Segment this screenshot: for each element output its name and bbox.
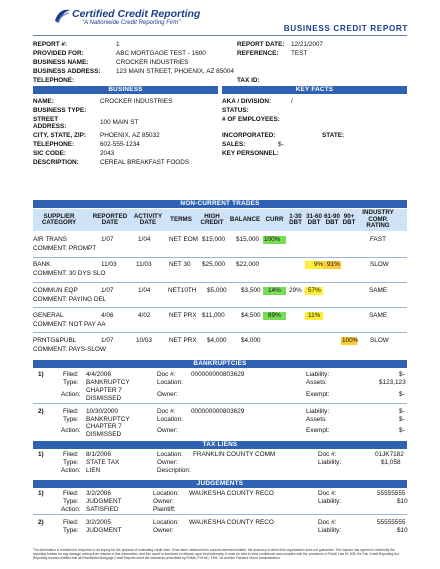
- judgement-filed: 3/2/2005: [86, 519, 111, 526]
- city-state-zip-label: CITY, STATE, ZIP:: [33, 132, 87, 139]
- trade-rating: SAME: [369, 287, 388, 294]
- trade-reported-date: 11/03: [101, 261, 117, 268]
- city-state-zip-value: PHOENIX, AZ 85032: [100, 132, 160, 139]
- judgement-action: SATISFIED: [86, 506, 119, 513]
- trade-balance: $4,000: [241, 337, 261, 344]
- trade-activity-date: 1/04: [138, 287, 151, 294]
- telephone-label: TELEPHONE:: [33, 77, 75, 84]
- trade-balance: $22,000: [236, 261, 260, 268]
- bankruptcy-doc: 000000000803629: [191, 408, 245, 415]
- col-industry-comp-rating: INDUSTRY COMP. RATING: [362, 209, 394, 230]
- trade-divider: [33, 282, 407, 283]
- trade-supplier: AIR TRANS: [33, 236, 67, 243]
- bankruptcy-filed: 10/30/2000: [86, 408, 118, 415]
- col-90-plus-dbt: 90+ DBT: [342, 212, 356, 226]
- judgement-location-label: Location:: [153, 490, 179, 497]
- tax-lien-type-label: Type:: [63, 459, 79, 466]
- bankruptcy-location-label: Location:: [157, 379, 183, 386]
- bankruptcy-doc: 000000000803629: [191, 371, 245, 378]
- judgement-doc-label: Doc #:: [318, 519, 337, 526]
- trade-terms: NET10TH: [168, 287, 197, 294]
- bankruptcy-liability: $-: [399, 408, 405, 415]
- trade-rating: SLOW: [370, 261, 389, 268]
- street-label-line2: ADDRESS:: [33, 123, 67, 130]
- bankruptcy-liability-label: Liability:: [306, 371, 330, 378]
- bankruptcy-divider: [33, 403, 407, 404]
- logo-swoosh-icon: [52, 7, 72, 27]
- trade-high-credit: $5,000: [207, 287, 227, 294]
- judgement-owner-label: Owner:: [153, 527, 174, 534]
- street-label-line1: STREET: [33, 116, 59, 123]
- col-curr: CURR: [265, 215, 284, 223]
- description-value: CEREAL BREAKFAST FOODS: [100, 159, 190, 166]
- trade-high-credit: $15,000: [202, 236, 226, 243]
- judgement-number: 1): [38, 490, 44, 497]
- bankruptcy-type: BANKRUPTCY: [86, 379, 130, 386]
- header-rule: [33, 35, 407, 36]
- judgement-liability: $10: [397, 498, 408, 505]
- report-date-label: REPORT DATE:: [237, 41, 285, 48]
- trade-curr-pct: 89%: [268, 312, 281, 319]
- trade-divider: [33, 307, 407, 308]
- judgement-doc: 55555555: [377, 519, 406, 526]
- sales-value: $-: [278, 141, 284, 148]
- tax-lien-action: LIEN: [86, 467, 101, 474]
- report-number-label: REPORT #:: [33, 41, 68, 48]
- bankruptcy-exempt-label: Exempt:: [306, 391, 330, 398]
- trade-90-plus-pct: 100%: [342, 337, 359, 344]
- report-date: 12/21/2007: [291, 41, 323, 48]
- trade-divider: [33, 332, 407, 333]
- bankruptcy-liability: $-: [399, 371, 405, 378]
- judgement-type: JUDGMENT: [86, 498, 122, 505]
- col-terms: TERMS: [170, 215, 192, 223]
- judgement-filed: 3/2/2006: [86, 490, 111, 497]
- bankruptcy-type-label: Type:: [63, 416, 79, 423]
- judgement-location: WAUKESHA COUNTY RECO: [189, 490, 274, 497]
- judgement-filed-label: Filed:: [63, 519, 79, 526]
- trade-reported-date: 4/06: [101, 312, 114, 319]
- incorporated-label: INCORPORATED:: [222, 132, 276, 139]
- street-value: 100 MAIN ST: [100, 119, 139, 126]
- trade-balance: $4,500: [241, 312, 261, 319]
- trade-balance: $3,500: [241, 287, 261, 294]
- judgement-owner-label: Owner:: [153, 498, 174, 505]
- provided-for: ABC MORTGAGE TEST - 1600: [116, 50, 206, 57]
- judgement-action-label: Action:: [61, 506, 81, 513]
- business-name: CROCKER INDUSTRIES: [116, 59, 189, 66]
- trade-activity-date: 10/03: [136, 337, 152, 344]
- bankruptcy-assets-label: Assets:: [306, 379, 327, 386]
- col-balance: BALANCE: [229, 215, 261, 223]
- bankruptcy-filed-label: Filed:: [63, 371, 79, 378]
- judgements-section-bar: JUDGEMENTS: [33, 480, 407, 488]
- trade-comment: COMMENT: PAYING DEL: [33, 296, 107, 303]
- bankruptcy-owner-label: Owner:: [157, 391, 178, 398]
- bankruptcy-liability-label: Liability:: [306, 408, 330, 415]
- trade-terms: NET PRX: [169, 337, 197, 344]
- tax-lien-action-label: Action:: [61, 467, 81, 474]
- judgement-doc: 55555555: [377, 490, 406, 497]
- description-label: DESCRIPTION:: [33, 159, 79, 166]
- bankruptcy-assets: $-: [399, 416, 405, 423]
- bankruptcy-exempt: $-: [399, 391, 405, 398]
- trade-rating: SLOW: [370, 337, 389, 344]
- trade-high-credit: $4,000: [207, 337, 227, 344]
- business-address-label: BUSINESS ADDRESS:: [33, 68, 101, 75]
- col-31-60-dbt: 31-60 DBT: [306, 212, 322, 226]
- col-1-30-dbt: 1-30 DBT: [289, 212, 302, 226]
- trade-comment: COMMENT: 30 DYS SLO: [33, 270, 106, 277]
- trade-supplier: BANK: [33, 261, 51, 268]
- tax-lien-description-label: Description:: [157, 467, 191, 474]
- tax-lien-filed-label: Filed:: [63, 451, 79, 458]
- trade-rating: FAST: [370, 236, 386, 243]
- judgement-type-label: Type:: [63, 498, 79, 505]
- trade-terms: NET PRX: [169, 312, 197, 319]
- state-label: STATE:: [322, 132, 345, 139]
- aka-division-value: /: [291, 98, 293, 105]
- trade-curr-pct: 100%: [264, 236, 281, 243]
- bankruptcy-owner-label: Owner:: [157, 427, 178, 434]
- report-number: 1: [116, 41, 120, 48]
- trade-high-credit: $11,000: [202, 312, 225, 319]
- trade-supplier: PRNTG&PUBL: [33, 337, 77, 344]
- company-logo: [52, 7, 202, 31]
- trade-comment: COMMENT: NOT PAY AA: [33, 321, 106, 328]
- trade-terms: NET 30: [169, 261, 191, 268]
- tax-lien-filed: 8/1/2006: [86, 451, 111, 458]
- tax-liens-section-bar: TAX LIENS: [33, 441, 407, 449]
- bankruptcy-number: 1): [38, 371, 44, 378]
- judgement-liability-label: Liability:: [318, 527, 342, 534]
- trade-divider: [33, 257, 407, 258]
- tax-lien-liability: $1,058: [381, 459, 401, 466]
- bankruptcies-section-bar: BANKRUPTCIES: [33, 360, 407, 368]
- trade-31-60-pct: 9%: [314, 261, 324, 268]
- col-supplier-category: SUPPLIER CATEGORY: [41, 212, 77, 226]
- business-type-label: BUSINESS TYPE:: [33, 107, 87, 114]
- tax-lien-doc: 01JK7182: [375, 451, 404, 458]
- judgement-filed-label: Filed:: [63, 490, 79, 497]
- report-title: BUSINESS CREDIT REPORT: [283, 24, 408, 33]
- legal-disclaimer: The information is furnished in response to an inquiry for the purpose of evaluating credit risks. It has been obtained from sources deemed reliable, the accuracy of which this organization does not guarantee. The inquirer has agreed to indemnify the reporting bureau for any damage arising from misuse of this information, and this report is furnished in reliance upon that indemnity. It must be held in strict confidence and complies with the provisions of Public Law 91-508, the Fair Credit Reporting Act. Reporting bureau certifies that all Residential Mortgage Credit Reports meet the standards prescribed by FNMA, FHLMC, FHA, VA and the Farmers Home Administration.: [33, 548, 400, 561]
- tax-lien-owner-label: Owner:: [157, 459, 178, 466]
- col-high-credit: HIGH CREDIT: [200, 212, 224, 226]
- tax-id-label: TAX ID:: [237, 77, 260, 84]
- logo-title: Certified Credit Reporting: [72, 8, 201, 20]
- bankruptcy-action-label: Action:: [61, 391, 81, 398]
- trade-curr-pct: 14%: [268, 287, 281, 294]
- bankruptcy-action-line1: CHAPTER 7: [86, 387, 122, 394]
- business-name-label: BUSINESS NAME:: [33, 59, 89, 66]
- bankruptcy-type-label: Type:: [63, 379, 79, 386]
- key-facts-section-bar: KEY FACTS: [222, 86, 407, 94]
- bankruptcy-doc-label: Doc #:: [157, 371, 176, 378]
- bankruptcy-assets-label: Assets:: [306, 416, 327, 423]
- name-label: NAME:: [33, 98, 54, 105]
- col-activity-date: ACTIVITY DATE: [133, 212, 163, 226]
- trade-1-30-pct: 29%: [289, 287, 302, 294]
- trade-activity-date: 11/03: [136, 261, 152, 268]
- business-telephone-label: TELEPHONE:: [33, 141, 75, 148]
- trade-reported-date: 1/07: [101, 287, 114, 294]
- tax-lien-liability-label: Liability:: [318, 459, 342, 466]
- trade-high-credit: $25,000: [202, 261, 226, 268]
- trade-supplier: COMMUN EQP: [33, 287, 78, 294]
- bankruptcy-filed-label: Filed:: [63, 408, 79, 415]
- business-telephone-value: 602-555-1234: [100, 141, 140, 148]
- judgement-type-label: Type:: [63, 527, 79, 534]
- trade-31-60-pct: 11%: [308, 312, 321, 319]
- judgement-doc-label: Doc #:: [318, 490, 337, 497]
- bankruptcy-action-line2: DISMISSED: [86, 431, 122, 438]
- status-label: STATUS:: [222, 107, 249, 114]
- sic-code-value: 2043: [100, 150, 115, 157]
- trade-comment: COMMENT: PROMPT: [33, 245, 97, 252]
- bankruptcy-action-line1: CHAPTER 7: [86, 423, 122, 430]
- trade-activity-date: 4/02: [138, 312, 151, 319]
- trade-31-60-pct: 57%: [308, 287, 321, 294]
- judgement-location-label: Location:: [153, 519, 179, 526]
- judgement-location: WAUKESHA COUNTY RECO: [189, 519, 274, 526]
- trade-rating: SAME: [369, 312, 388, 319]
- bankruptcy-exempt: $-: [399, 427, 405, 434]
- bankruptcy-number: 2): [38, 408, 44, 415]
- judgement-liability: $10: [397, 527, 408, 534]
- reference: TEST: [291, 50, 308, 57]
- trade-activity-date: 1/04: [138, 236, 151, 243]
- judgement-type: JUDGMENT: [86, 527, 122, 534]
- sic-code-label: SIC CODE:: [33, 150, 67, 157]
- bankruptcy-assets: $123,123: [379, 379, 406, 386]
- logo-tagline: "A Nationwide Credit Reporting Firm": [82, 20, 181, 26]
- bankruptcy-filed: 4/4/2006: [86, 371, 111, 378]
- employees-label: # OF EMPLOYEES:: [222, 116, 280, 123]
- bankruptcy-action-line2: DISMISSED: [86, 395, 122, 402]
- bankruptcy-type: BANKRUPTCY: [86, 416, 130, 423]
- trade-reported-date: 1/07: [101, 337, 114, 344]
- judgement-divider: [33, 514, 407, 515]
- trade-terms: NET EOM: [169, 236, 198, 243]
- bankruptcy-action-label: Action:: [61, 427, 81, 434]
- reference-label: REFERENCE:: [237, 50, 279, 57]
- trade-supplier: GENERAL: [33, 312, 64, 319]
- col-61-90-dbt: 61-90 DBT: [324, 212, 340, 226]
- trade-reported-date: 1/07: [101, 236, 114, 243]
- tax-lien-type: STATE TAX: [86, 459, 120, 466]
- judgement-liability-label: Liability:: [318, 498, 342, 505]
- provided-for-label: PROVIDED FOR:: [33, 50, 84, 57]
- judgement-plaintiff-label: Plaintiff:: [153, 506, 176, 513]
- tax-lien-location-label: Location:: [157, 451, 183, 458]
- trade-comment: COMMENT: PAYS-SLOW: [33, 346, 106, 353]
- tax-lien-location: FRANKLIN COUNTY COMM: [193, 451, 276, 458]
- trade-balance: $15,000: [236, 236, 260, 243]
- bankruptcy-exempt-label: Exempt:: [306, 427, 330, 434]
- key-personnel-label: KEY PERSONNEL:: [222, 150, 279, 157]
- trade-61-90-pct: 91%: [327, 261, 340, 268]
- business-name-value: CROCKER INDUSTRIES: [100, 98, 173, 105]
- tax-lien-doc-label: Doc #:: [318, 451, 337, 458]
- bankruptcy-doc-label: Doc #:: [157, 408, 176, 415]
- judgement-number: 2): [38, 519, 44, 526]
- bankruptcy-location-label: Location:: [157, 416, 183, 423]
- sales-label: SALES:: [222, 141, 246, 148]
- aka-division-label: AKA / DIVISION:: [222, 98, 272, 105]
- business-address: 123 MAIN STREET, PHOENIX, AZ 85004: [116, 68, 234, 75]
- business-section-bar: BUSINESS: [33, 86, 218, 94]
- trades-section-bar: NON-CURRENT TRADES: [33, 200, 407, 208]
- tax-lien-number: 1): [38, 451, 44, 458]
- col-reported-date: REPORTED DATE: [92, 212, 128, 226]
